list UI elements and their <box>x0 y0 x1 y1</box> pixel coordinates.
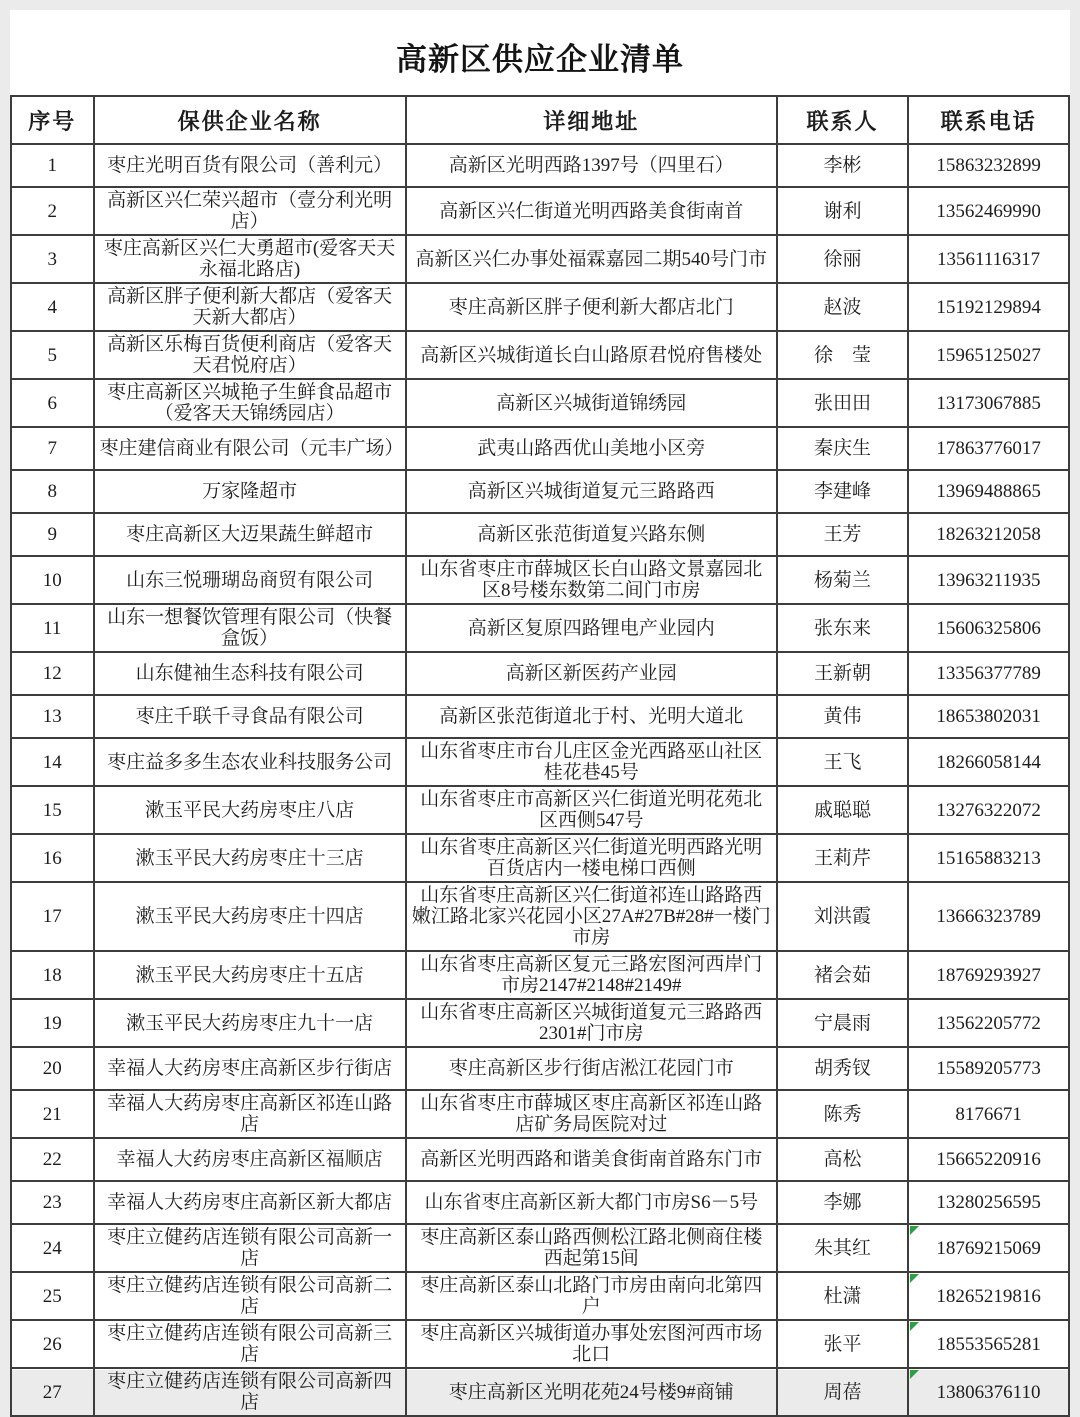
contact-name-cell: 朱其红 <box>777 1224 908 1272</box>
table-row <box>11 1181 1069 1224</box>
row-serial-number: 12 <box>11 652 94 695</box>
phone-number-cell: 13562469990 <box>908 187 1069 235</box>
company-name-cell: 枣庄高新区兴城艳子生鲜食品超市（爱客天天锦绣园店） <box>94 379 406 427</box>
row-serial-number: 17 <box>11 882 94 951</box>
table-row <box>11 1320 1069 1368</box>
table-row <box>11 999 1069 1047</box>
table-row <box>11 834 1069 882</box>
row-serial-number: 9 <box>11 513 94 556</box>
row-serial-number: 16 <box>11 834 94 882</box>
phone-number-cell: 13173067885 <box>908 379 1069 427</box>
address-cell: 山东省枣庄高新区新大都门市房S6－5号 <box>406 1181 777 1224</box>
row-serial-number: 26 <box>11 1320 94 1368</box>
phone-number-cell: 13562205772 <box>908 999 1069 1047</box>
header-serial-number: 序号 <box>11 96 94 144</box>
address-cell: 山东省枣庄高新区兴城街道复元三路路西2301#门市房 <box>406 999 777 1047</box>
table-row <box>11 1272 1069 1320</box>
phone-number-cell: 13356377789 <box>908 652 1069 695</box>
table-row <box>11 951 1069 999</box>
company-name-cell: 枣庄光明百货有限公司（善利元） <box>94 144 406 187</box>
address-cell: 枣庄高新区步行街店淞江花园门市 <box>406 1047 777 1090</box>
address-cell: 高新区兴仁办事处福霖嘉园二期540号门市 <box>406 235 777 283</box>
table-row <box>11 1138 1069 1181</box>
phone-number-cell: 13561116317 <box>908 235 1069 283</box>
row-serial-number: 8 <box>11 470 94 513</box>
table-row <box>11 1047 1069 1090</box>
table-row <box>11 738 1069 786</box>
company-name-cell: 山东一想餐饮管理有限公司（快餐盒饭） <box>94 604 406 652</box>
header-contact-phone: 联系电话 <box>908 96 1069 144</box>
header-contact-person: 联系人 <box>777 96 908 144</box>
phone-number-cell: 18266058144 <box>908 738 1069 786</box>
row-serial-number: 23 <box>11 1181 94 1224</box>
row-serial-number: 18 <box>11 951 94 999</box>
company-name-cell: 幸福人大药房枣庄高新区新大都店 <box>94 1181 406 1224</box>
company-name-cell: 漱玉平民大药房枣庄十三店 <box>94 834 406 882</box>
row-serial-number: 2 <box>11 187 94 235</box>
row-serial-number: 5 <box>11 331 94 379</box>
row-serial-number: 24 <box>11 1224 94 1272</box>
company-name-cell: 枣庄益多多生态农业科技服务公司 <box>94 738 406 786</box>
contact-name-cell: 王芳 <box>777 513 908 556</box>
address-cell: 山东省枣庄市薛城区长白山路文景嘉园北区8号楼东数第二间门市房 <box>406 556 777 604</box>
contact-name-cell: 李娜 <box>777 1181 908 1224</box>
row-serial-number: 6 <box>11 379 94 427</box>
table-row <box>11 652 1069 695</box>
address-cell: 山东省枣庄市高新区兴仁街道光明花苑北区西侧547号 <box>406 786 777 834</box>
phone-number-cell: 15606325806 <box>908 604 1069 652</box>
row-serial-number: 14 <box>11 738 94 786</box>
document-page <box>10 10 1070 1413</box>
table-row <box>11 556 1069 604</box>
phone-number-cell: 15192129894 <box>908 283 1069 331</box>
address-cell: 枣庄高新区胖子便利新大都店北门 <box>406 283 777 331</box>
address-cell: 高新区光明西路1397号（四里石） <box>406 144 777 187</box>
company-name-cell: 枣庄高新区大迈果蔬生鲜超市 <box>94 513 406 556</box>
company-name-cell: 山东健袖生态科技有限公司 <box>94 652 406 695</box>
header-company-name: 保供企业名称 <box>94 96 406 144</box>
phone-number-cell: 15863232899 <box>908 144 1069 187</box>
row-serial-number: 27 <box>11 1368 94 1416</box>
contact-name-cell: 刘洪霞 <box>777 882 908 951</box>
row-serial-number: 15 <box>11 786 94 834</box>
company-name-cell: 漱玉平民大药房枣庄十四店 <box>94 882 406 951</box>
row-serial-number: 4 <box>11 283 94 331</box>
contact-name-cell: 王飞 <box>777 738 908 786</box>
address-cell: 高新区复原四路锂电产业园内 <box>406 604 777 652</box>
company-name-cell: 山东三悦珊瑚岛商贸有限公司 <box>94 556 406 604</box>
address-cell: 山东省枣庄高新区兴仁街道祁连山路路西嫩江路北家兴花园小区27A#27B#28#一楼门市房 <box>406 882 777 951</box>
table-row <box>11 786 1069 834</box>
table-row <box>11 470 1069 513</box>
address-cell: 高新区张范街道北于村、光明大道北 <box>406 695 777 738</box>
address-cell: 山东省枣庄市台儿庄区金光西路巫山社区桂花巷45号 <box>406 738 777 786</box>
contact-name-cell: 徐 莹 <box>777 331 908 379</box>
contact-name-cell: 张田田 <box>777 379 908 427</box>
company-name-cell: 高新区乐梅百货便利商店（爱客天天君悦府店） <box>94 331 406 379</box>
table-row <box>11 283 1069 331</box>
address-cell: 枣庄高新区光明花苑24号楼9#商铺 <box>406 1368 777 1416</box>
company-name-cell: 高新区胖子便利新大都店（爱客天天新大都店） <box>94 283 406 331</box>
row-serial-number: 21 <box>11 1090 94 1138</box>
phone-number-cell: 13963211935 <box>908 556 1069 604</box>
address-cell: 山东省枣庄高新区兴仁街道光明西路光明百货店内一楼电梯口西侧 <box>406 834 777 882</box>
phone-number-cell: 15965125027 <box>908 331 1069 379</box>
phone-number-cell-flagged: 18769215069 <box>908 1224 1069 1272</box>
address-cell: 高新区兴城街道锦绣园 <box>406 379 777 427</box>
phone-number-cell: 13280256595 <box>908 1181 1069 1224</box>
row-serial-number: 13 <box>11 695 94 738</box>
phone-number-cell: 18263212058 <box>908 513 1069 556</box>
contact-name-cell: 胡秀钗 <box>777 1047 908 1090</box>
phone-number-cell: 13666323789 <box>908 882 1069 951</box>
address-cell: 高新区新医药产业园 <box>406 652 777 695</box>
table-row <box>11 513 1069 556</box>
contact-name-cell: 王新朝 <box>777 652 908 695</box>
table-row <box>11 379 1069 427</box>
company-name-cell: 枣庄立健药店连锁有限公司高新二店 <box>94 1272 406 1320</box>
company-name-cell: 漱玉平民大药房枣庄十五店 <box>94 951 406 999</box>
contact-name-cell: 张东来 <box>777 604 908 652</box>
contact-name-cell: 杜潇 <box>777 1272 908 1320</box>
company-name-cell: 幸福人大药房枣庄高新区福顺店 <box>94 1138 406 1181</box>
contact-name-cell: 黄伟 <box>777 695 908 738</box>
header-address: 详细地址 <box>406 96 777 144</box>
row-serial-number: 1 <box>11 144 94 187</box>
address-cell: 高新区张范街道复兴路东侧 <box>406 513 777 556</box>
phone-number-cell: 13969488865 <box>908 470 1069 513</box>
phone-number-cell: 15665220916 <box>908 1138 1069 1181</box>
contact-name-cell: 宁晨雨 <box>777 999 908 1047</box>
contact-name-cell: 秦庆生 <box>777 427 908 470</box>
phone-number-cell: 15165883213 <box>908 834 1069 882</box>
company-name-cell: 枣庄立健药店连锁有限公司高新四店 <box>94 1368 406 1416</box>
address-cell: 山东省枣庄高新区复元三路宏图河西岸门市房2147#2148#2149# <box>406 951 777 999</box>
phone-number-cell-flagged: 18265219816 <box>908 1272 1069 1320</box>
contact-name-cell: 褚会茹 <box>777 951 908 999</box>
row-serial-number: 3 <box>11 235 94 283</box>
company-name-cell: 枣庄立健药店连锁有限公司高新一店 <box>94 1224 406 1272</box>
page-title: 高新区供应企业清单 <box>396 42 684 77</box>
phone-number-cell-flagged: 13806376110 <box>908 1368 1069 1416</box>
table-row <box>11 882 1069 951</box>
address-cell: 枣庄高新区泰山北路门市房由南向北第四户 <box>406 1272 777 1320</box>
table-row <box>11 604 1069 652</box>
company-name-cell: 高新区兴仁荣兴超市（壹分利光明店） <box>94 187 406 235</box>
contact-name-cell: 陈秀 <box>777 1090 908 1138</box>
supply-enterprise-table <box>10 95 1070 1417</box>
company-name-cell: 枣庄高新区兴仁大勇超市(爱客天天永福北路店) <box>94 235 406 283</box>
table-row <box>11 1224 1069 1272</box>
row-serial-number: 25 <box>11 1272 94 1320</box>
address-cell: 高新区光明西路和谐美食街南首路东门市 <box>406 1138 777 1181</box>
company-name-cell: 枣庄立健药店连锁有限公司高新三店 <box>94 1320 406 1368</box>
row-serial-number: 7 <box>11 427 94 470</box>
table-row <box>11 331 1069 379</box>
table-row <box>11 427 1069 470</box>
phone-number-cell: 18769293927 <box>908 951 1069 999</box>
row-serial-number: 19 <box>11 999 94 1047</box>
table-row <box>11 235 1069 283</box>
table-row <box>11 144 1069 187</box>
contact-name-cell: 李彬 <box>777 144 908 187</box>
table-header-row <box>11 96 1069 144</box>
table-row <box>11 695 1069 738</box>
row-serial-number: 22 <box>11 1138 94 1181</box>
address-cell: 山东省枣庄市薛城区枣庄高新区祁连山路店矿务局医院对过 <box>406 1090 777 1138</box>
address-cell: 枣庄高新区泰山路西侧松江路北侧商住楼西起第15间 <box>406 1224 777 1272</box>
contact-name-cell: 高松 <box>777 1138 908 1181</box>
row-serial-number: 20 <box>11 1047 94 1090</box>
phone-number-cell: 13276322072 <box>908 786 1069 834</box>
company-name-cell: 枣庄千联千寻食品有限公司 <box>94 695 406 738</box>
company-name-cell: 幸福人大药房枣庄高新区祁连山路店 <box>94 1090 406 1138</box>
contact-name-cell: 王莉芹 <box>777 834 908 882</box>
table-header <box>11 96 1069 144</box>
address-cell: 高新区兴城街道复元三路路西 <box>406 470 777 513</box>
phone-number-cell: 17863776017 <box>908 427 1069 470</box>
company-name-cell: 漱玉平民大药房枣庄九十一店 <box>94 999 406 1047</box>
table-row <box>11 1368 1069 1416</box>
contact-name-cell: 谢利 <box>777 187 908 235</box>
phone-number-cell: 18653802031 <box>908 695 1069 738</box>
company-name-cell: 万家隆超市 <box>94 470 406 513</box>
address-cell: 武夷山路西优山美地小区旁 <box>406 427 777 470</box>
row-serial-number: 11 <box>11 604 94 652</box>
contact-name-cell: 张平 <box>777 1320 908 1368</box>
table-body <box>11 144 1069 1416</box>
contact-name-cell: 李建峰 <box>777 470 908 513</box>
table-row <box>11 187 1069 235</box>
table-row <box>11 1090 1069 1138</box>
address-cell: 高新区兴城街道长白山路原君悦府售楼处 <box>406 331 777 379</box>
row-serial-number: 10 <box>11 556 94 604</box>
contact-name-cell: 周蓓 <box>777 1368 908 1416</box>
contact-name-cell: 杨菊兰 <box>777 556 908 604</box>
company-name-cell: 漱玉平民大药房枣庄八店 <box>94 786 406 834</box>
contact-name-cell: 赵波 <box>777 283 908 331</box>
address-cell: 枣庄高新区兴城街道办事处宏图河西市场北口 <box>406 1320 777 1368</box>
phone-number-cell: 8176671 <box>908 1090 1069 1138</box>
contact-name-cell: 徐丽 <box>777 235 908 283</box>
contact-name-cell: 戚聪聪 <box>777 786 908 834</box>
phone-number-cell: 15589205773 <box>908 1047 1069 1090</box>
company-name-cell: 枣庄建信商业有限公司（元丰广场） <box>94 427 406 470</box>
address-cell: 高新区兴仁街道光明西路美食街南首 <box>406 187 777 235</box>
phone-number-cell-flagged: 18553565281 <box>908 1320 1069 1368</box>
company-name-cell: 幸福人大药房枣庄高新区步行街店 <box>94 1047 406 1090</box>
